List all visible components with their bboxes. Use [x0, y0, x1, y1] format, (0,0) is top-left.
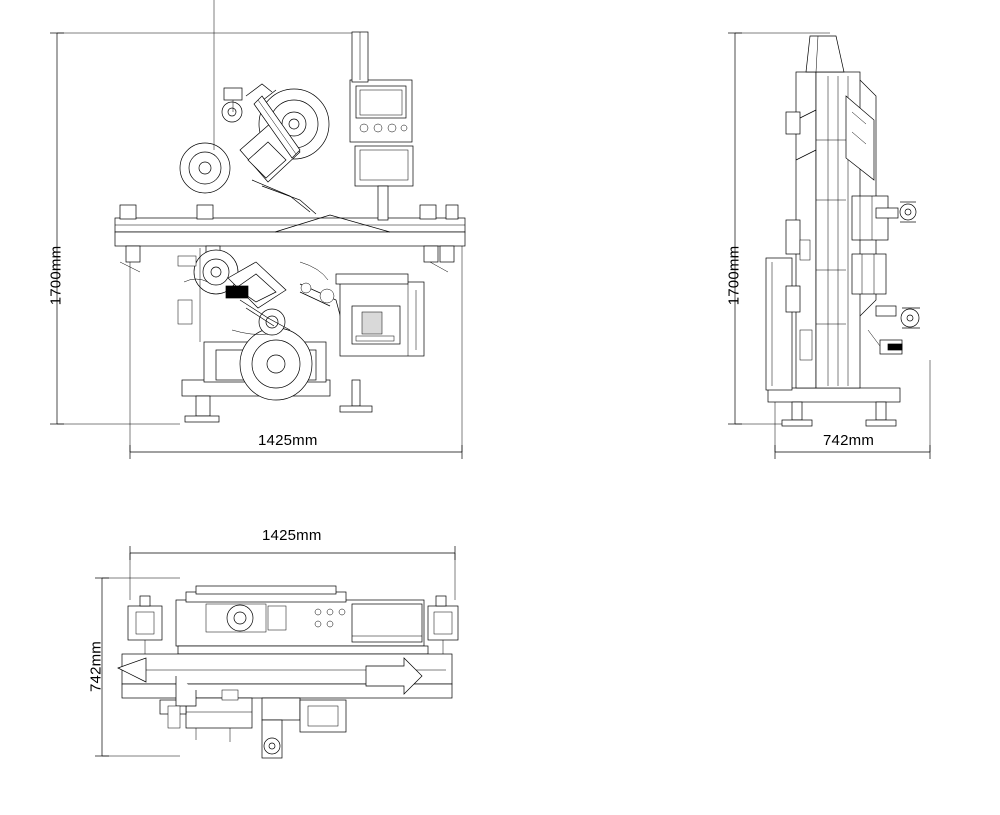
side-height-label: 1700mm — [725, 245, 743, 306]
front-conveyor — [115, 205, 465, 272]
front-right-cabinet — [336, 274, 424, 356]
front-view — [47, 0, 465, 459]
top-width-label: 1425mm — [262, 527, 322, 544]
front-width-label: 1425mm — [258, 432, 318, 449]
side-view — [725, 33, 930, 459]
top-view — [95, 546, 458, 758]
side-width-label: 742mm — [823, 432, 875, 449]
side-mid-assembly — [852, 254, 920, 354]
top-depth-label: 742mm — [87, 640, 105, 693]
top-conveyor — [118, 654, 452, 698]
top-machine-body — [176, 586, 428, 654]
front-height-label: 1700mm — [47, 245, 65, 306]
front-hmi-panel — [350, 32, 413, 220]
